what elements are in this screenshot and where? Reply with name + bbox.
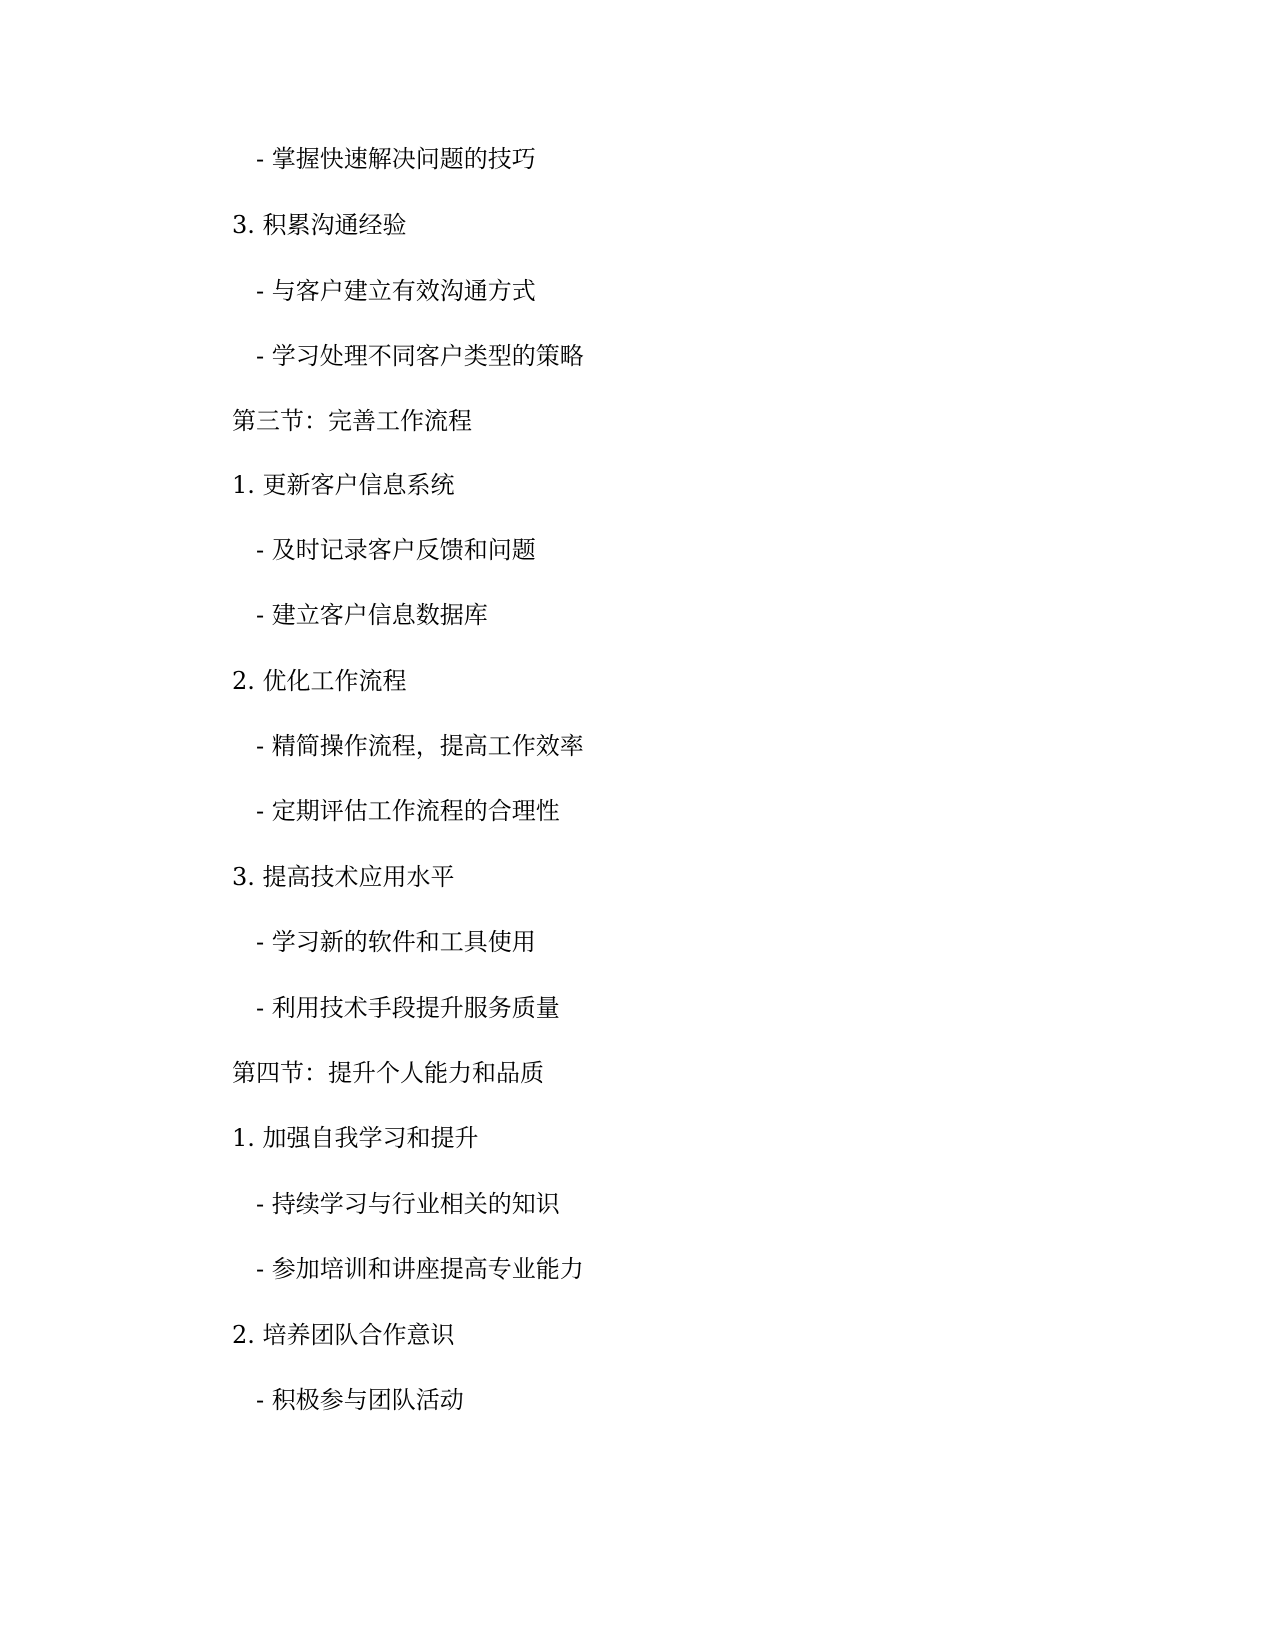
numbered-item: 2. 培养团队合作意识 [232, 1321, 455, 1349]
section-heading: 第四节：提升个人能力和品质 [232, 1059, 544, 1087]
bullet-item: - 精简操作流程，提高工作效率 [256, 732, 584, 760]
numbered-item: 3. 积累沟通经验 [232, 211, 407, 239]
bullet-item: - 建立客户信息数据库 [256, 601, 488, 629]
bullet-item: - 参加培训和讲座提高专业能力 [256, 1255, 584, 1283]
bullet-item: - 积极参与团队活动 [256, 1386, 464, 1414]
numbered-item: 1. 更新客户信息系统 [232, 471, 455, 499]
bullet-item: - 及时记录客户反馈和问题 [256, 536, 536, 564]
bullet-item: - 定期评估工作流程的合理性 [256, 797, 560, 825]
numbered-item: 1. 加强自我学习和提升 [232, 1124, 479, 1152]
bullet-item: - 掌握快速解决问题的技巧 [256, 145, 536, 173]
bullet-item: - 学习新的软件和工具使用 [256, 928, 536, 956]
bullet-item: - 利用技术手段提升服务质量 [256, 994, 560, 1022]
bullet-item: - 与客户建立有效沟通方式 [256, 277, 536, 305]
section-heading: 第三节：完善工作流程 [232, 407, 472, 435]
bullet-item: - 学习处理不同客户类型的策略 [256, 342, 584, 370]
numbered-item: 3. 提高技术应用水平 [232, 863, 455, 891]
numbered-item: 2. 优化工作流程 [232, 667, 407, 695]
bullet-item: - 持续学习与行业相关的知识 [256, 1190, 560, 1218]
